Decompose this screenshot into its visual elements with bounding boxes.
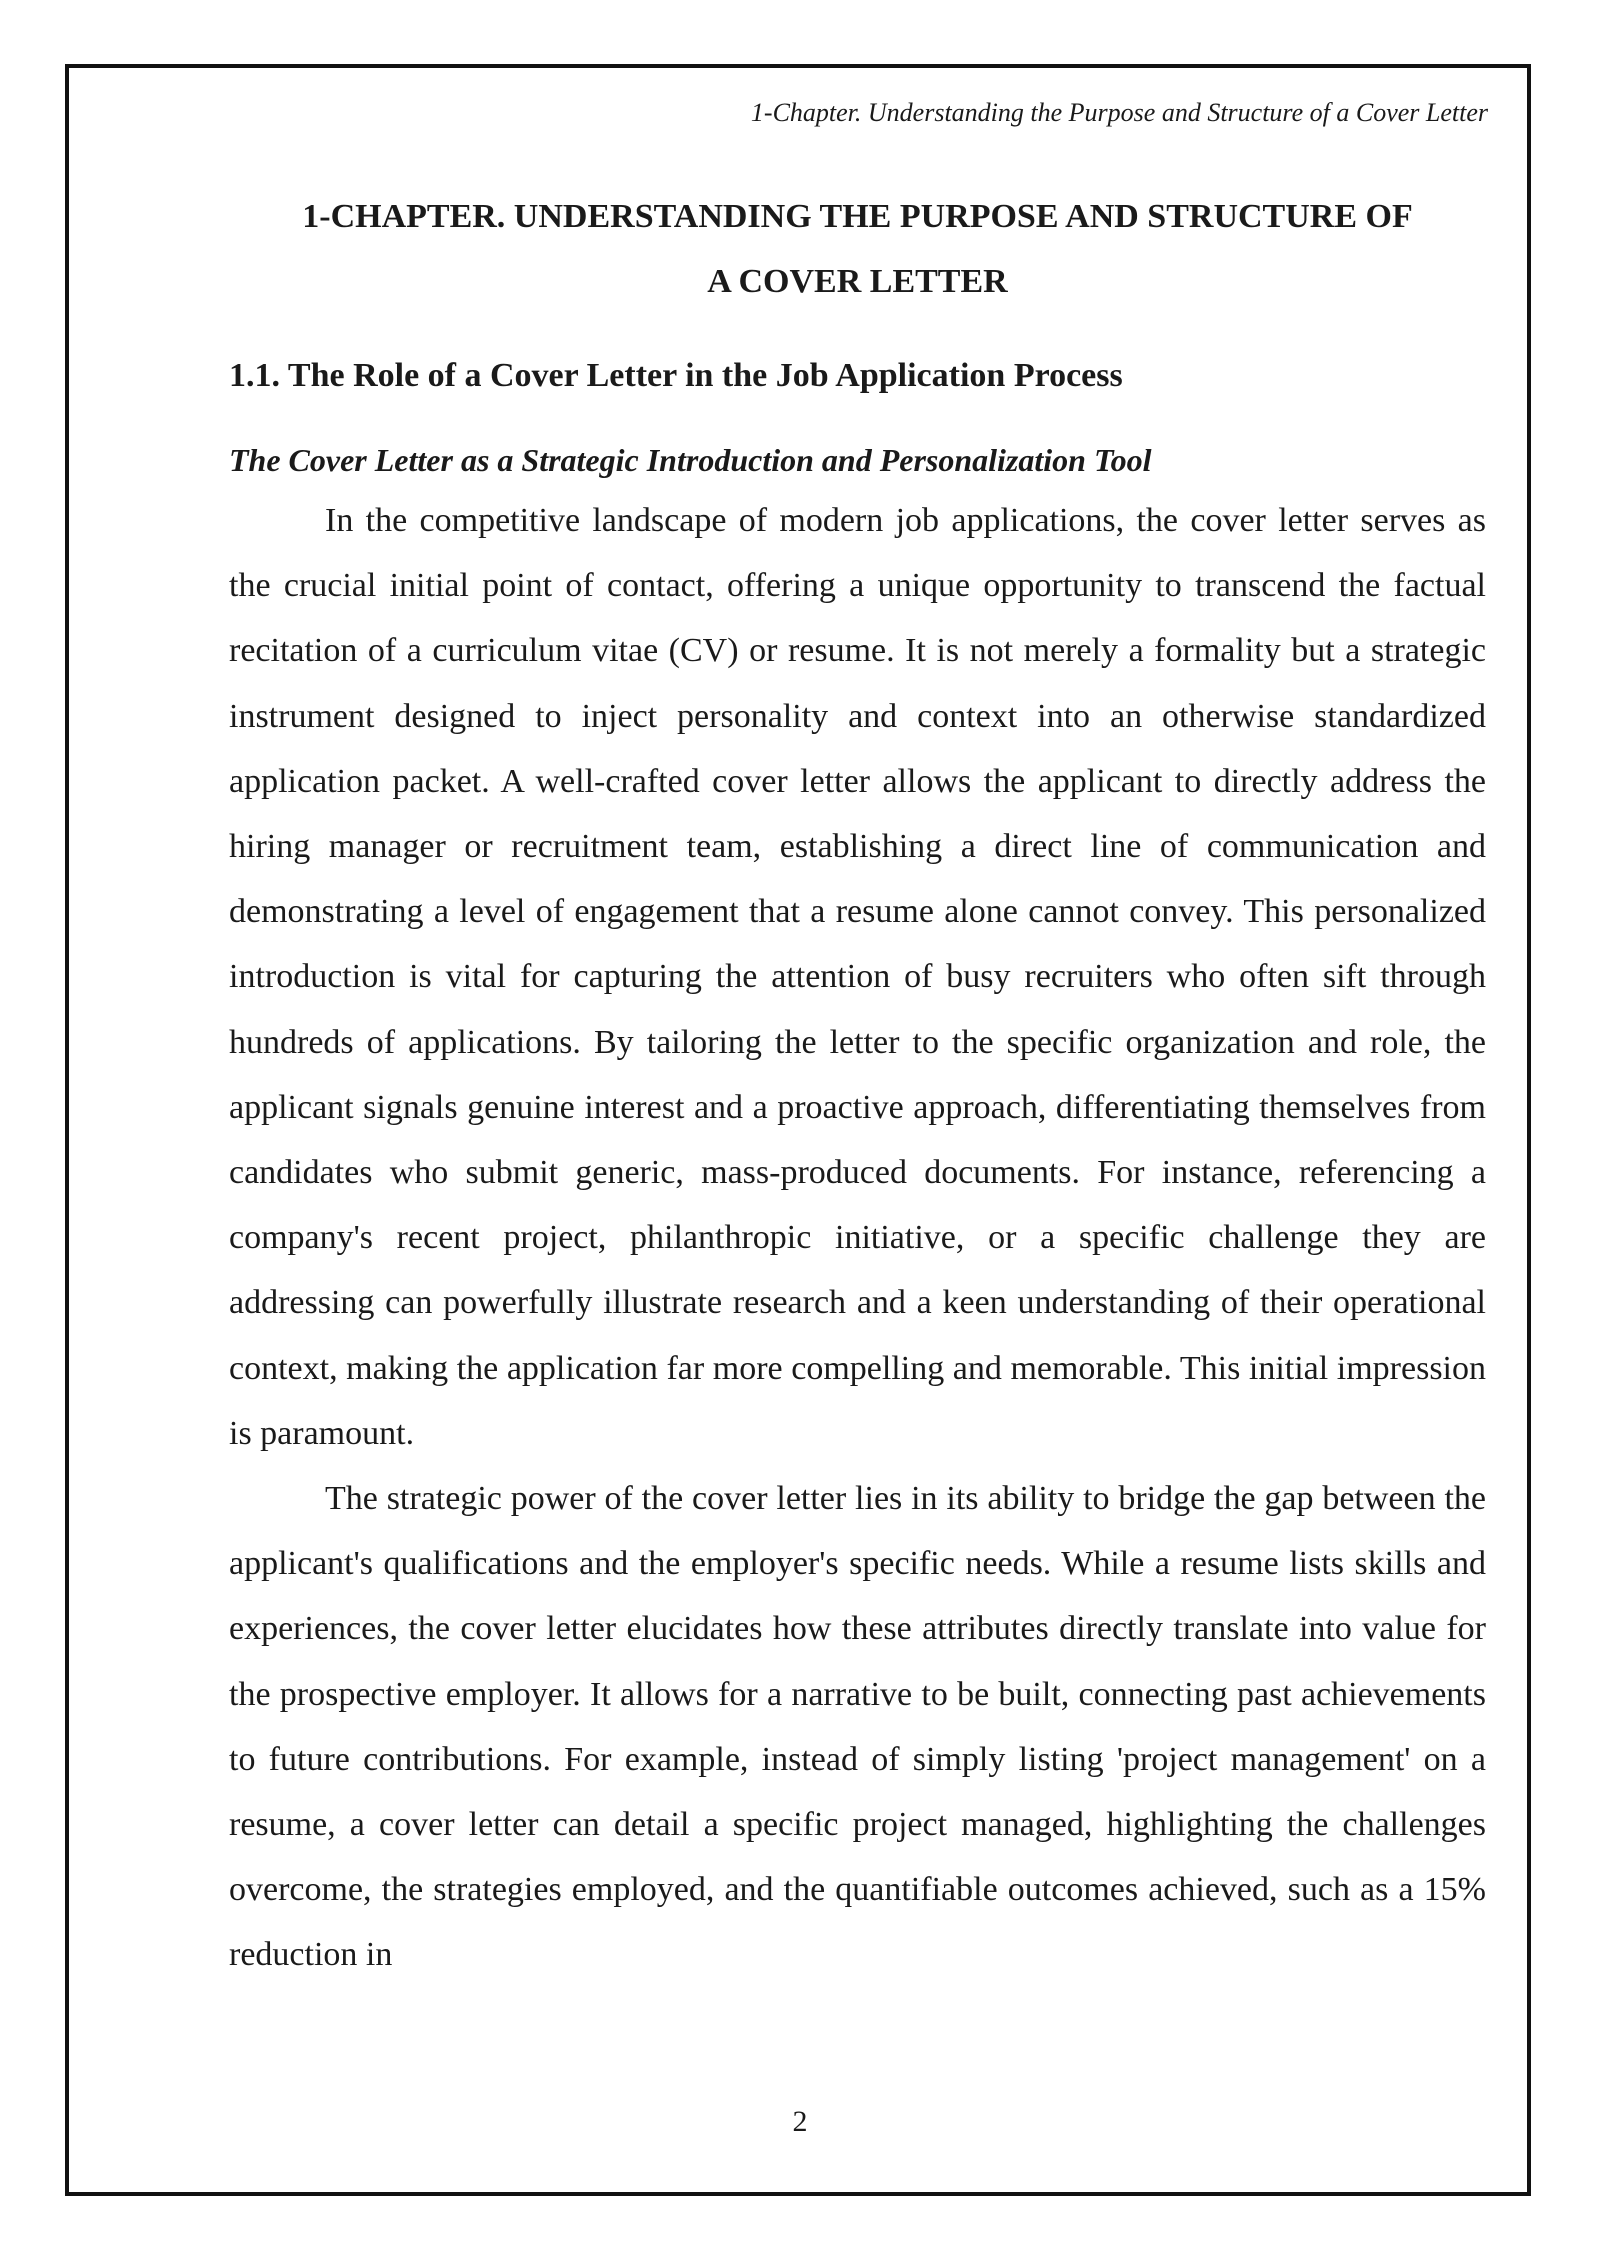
running-header: 1-Chapter. Understanding the Purpose and Structure of a Cover Letter bbox=[750, 98, 1488, 127]
subheading: The Cover Letter as a Strategic Introduction and Personalization Tool bbox=[229, 442, 1152, 478]
page-content bbox=[229, 184, 1486, 1988]
section-heading: 1.1. The Role of a Cover Letter in the Job Application Process bbox=[229, 357, 1123, 394]
body-paragraph-1: In the competitive landscape of modern job applications, the cover letter serves as the crucial initial point of contact, offering a unique opportunity to transcend the factual recitation of a curriculum vitae (CV) or resume. It is not merely a formality but a strategic instrument designed to inject personality and context into an otherwise standardized application packet. A well-crafted cover letter allows the applicant to directly address the hiring manager or recruitment team, establishing a direct line of communication and demonstrating a level of engagement that a resume alone cannot convey. This personalized introduction is vital for capturing the attention of busy recruiters who often sift through hundreds of applications. By tailoring the letter to the specific organization and role, the applicant signals genuine interest and a proactive approach, differentiating themselves from candidates who submit generic, mass-produced documents. For instance, referencing a company's recent project, philanthropic initiative, or a specific challenge they are addressing can powerfully illustrate research and a keen understanding of their operational context, making the application far more compelling and memorable. This initial impression is paramount. bbox=[229, 502, 1486, 1452]
page-number: 2 bbox=[792, 2105, 808, 2138]
chapter-title-line-2: A COVER LETTER bbox=[707, 263, 1008, 300]
body-paragraph-2: The strategic power of the cover letter lies in its ability to bridge the gap between the applicant's qualifications and the employer's specific needs. While a resume lists skills and experiences, the cover letter elucidates how these attributes directly translate into value for the prospective employer. It allows for a narrative to be built, connecting past achievements to future contributions. For example, instead of simply listing 'project management' on a resume, a cover letter can detail a specific project managed, highlighting the challenges overcome, the strategies employed, and the quantifiable outcomes achieved, such as a 15% reduction in bbox=[229, 1480, 1486, 1974]
chapter-title bbox=[229, 184, 1486, 314]
chapter-title-line-1: 1-CHAPTER. UNDERSTANDING THE PURPOSE AND STRUCTURE OF bbox=[302, 198, 1413, 235]
